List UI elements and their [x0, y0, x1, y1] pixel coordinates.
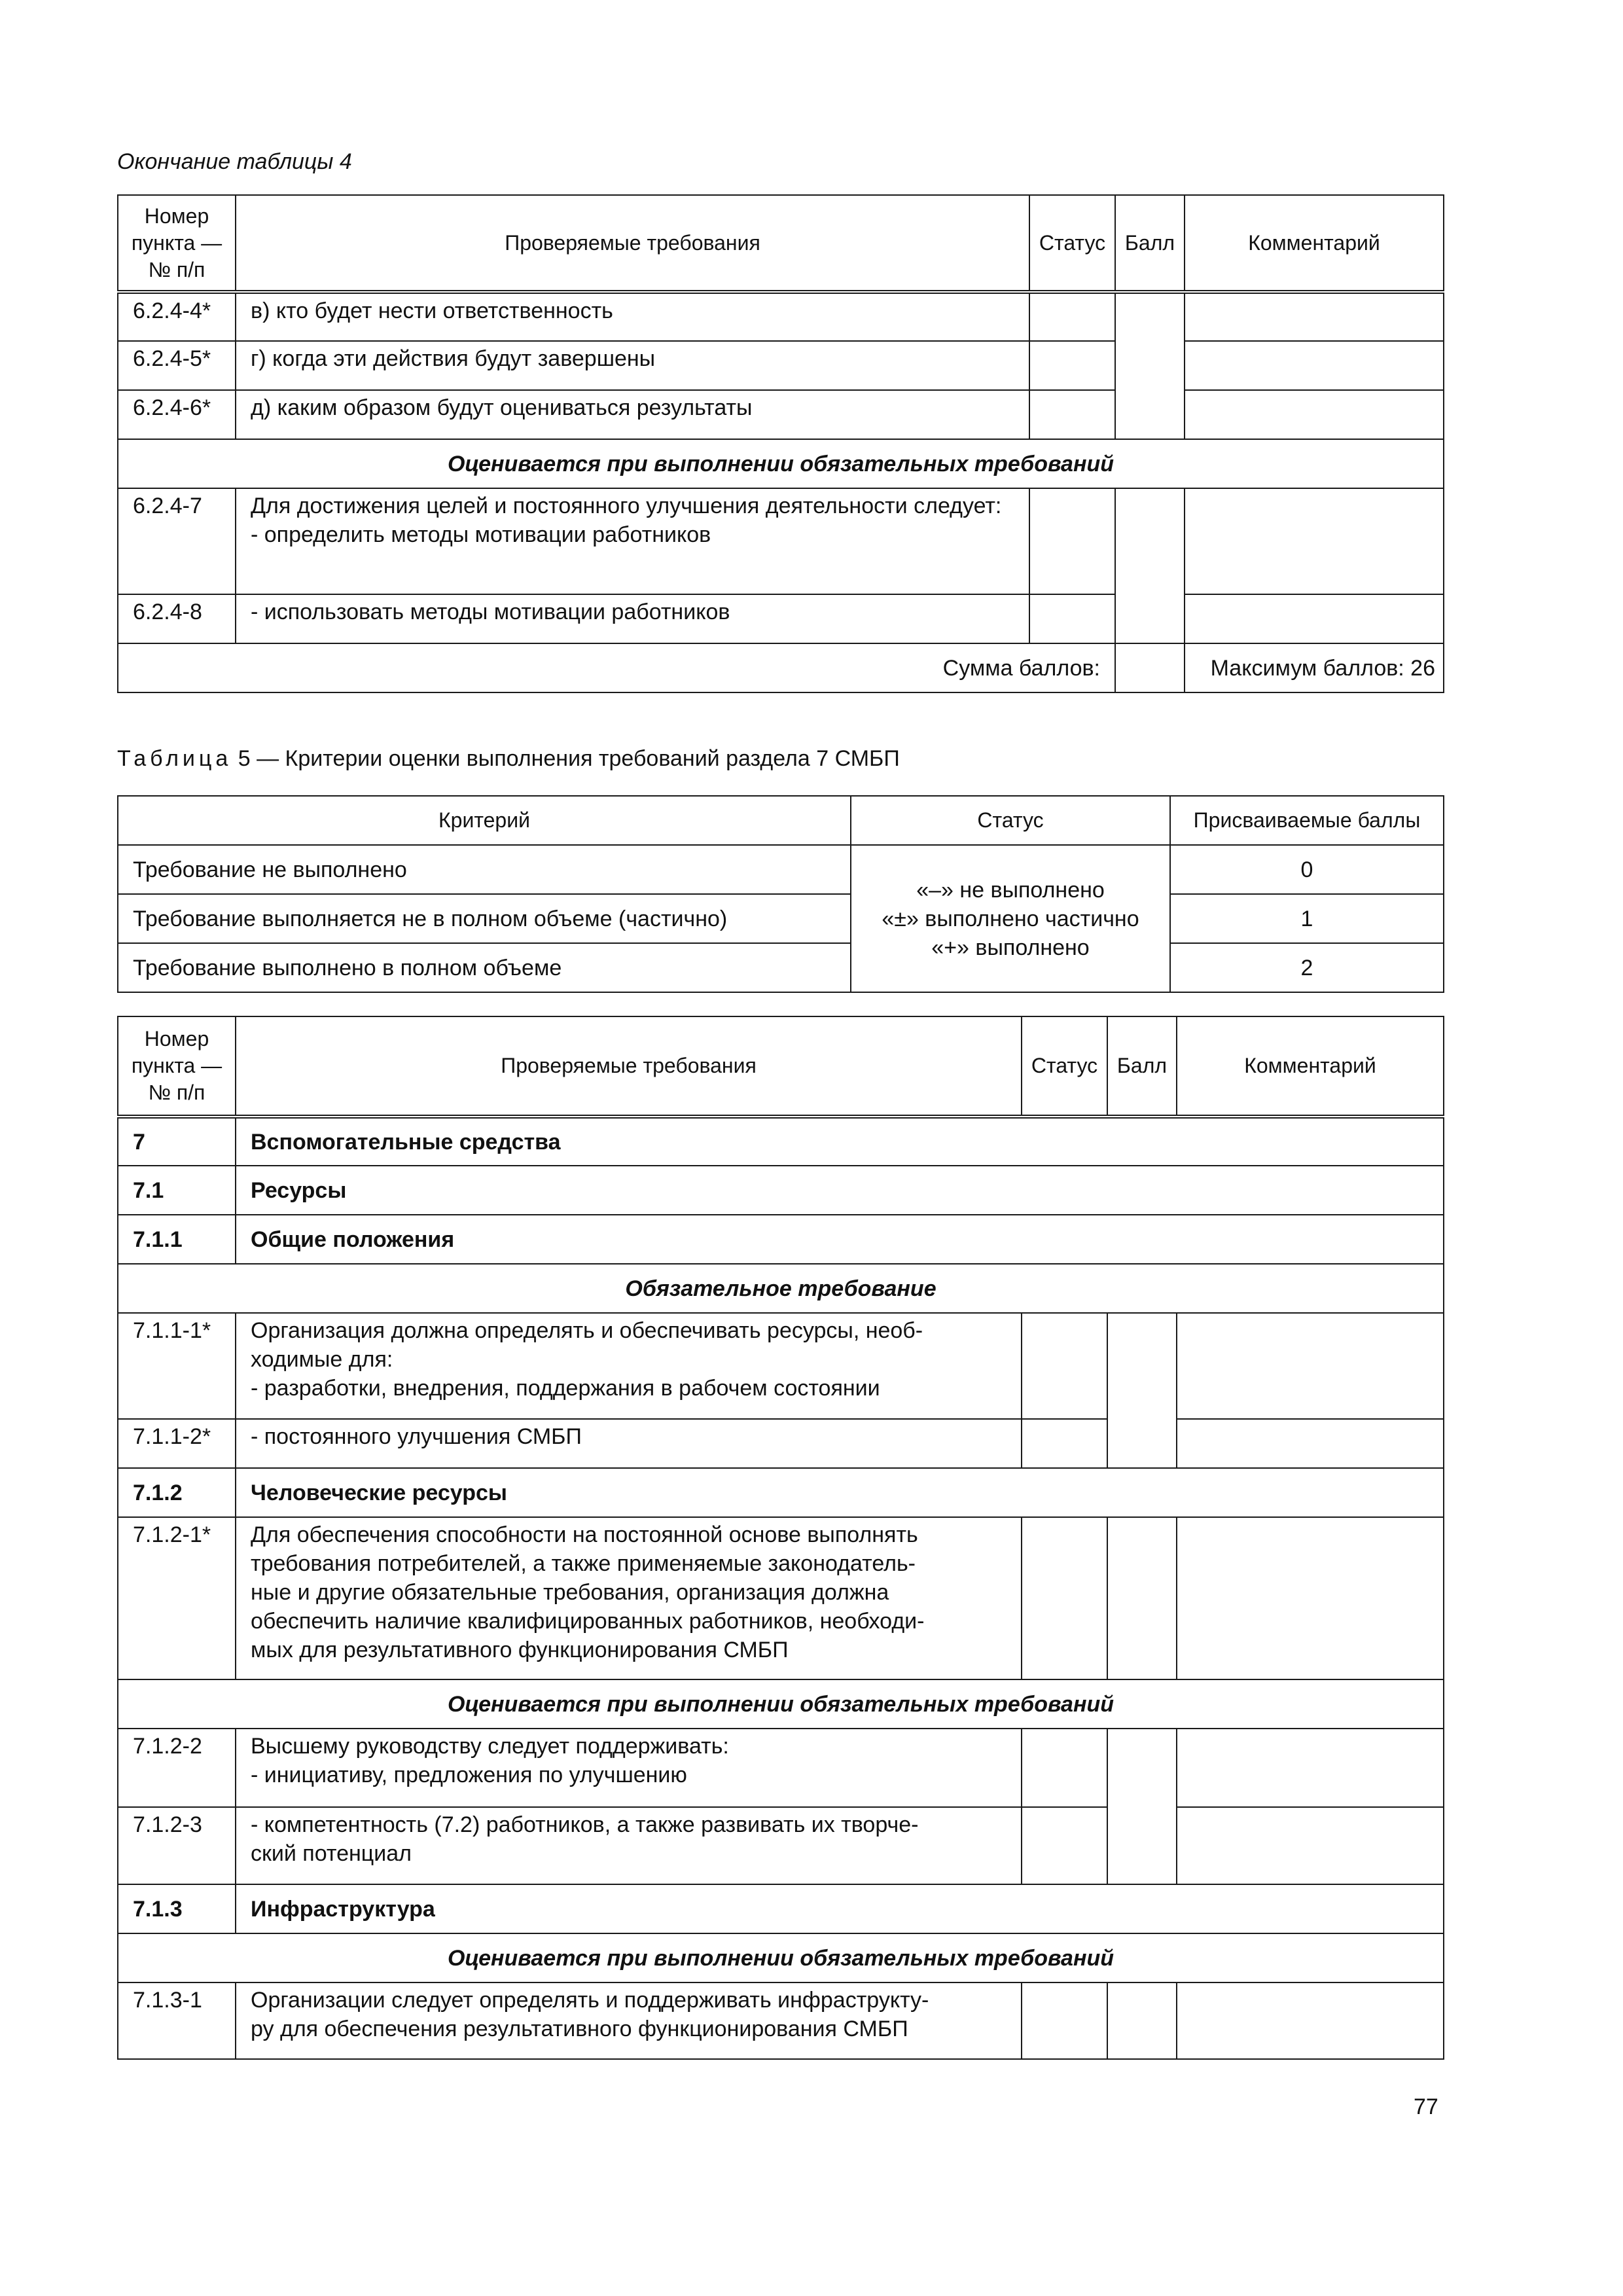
sum-label: Сумма баллов: [118, 643, 1115, 692]
item-number: 7.1.2-1* [118, 1517, 236, 1679]
score-cell[interactable] [1115, 292, 1185, 439]
sum-score-cell[interactable] [1115, 643, 1185, 692]
requirement-text: Для обеспечения способности на постоянной основе выполнять требования потребителей, а также применяемые законодатель- ные и другие обязательные требования, организация должна обеспечить наличие квалифицированных работников, необходи- мых для результативного функционирования СМБП [236, 1517, 1022, 1679]
requirement-text: Организация должна определять и обеспечивать ресурсы, необ- ходимые для: - разработки, внедрения, поддержания в рабочем состоянии [236, 1313, 1022, 1419]
header-num: Номер пункта — № п/п [118, 195, 236, 292]
requirement-text: Для достижения целей и постоянного улучшения деятельности следует: - определить методы мотивации работников [236, 488, 1029, 594]
section-number: 7.1.2 [118, 1468, 236, 1517]
section-title: Человеческие ресурсы [236, 1468, 1444, 1517]
item-number: 7.1.1-2* [118, 1419, 236, 1468]
header-status: Статус [1022, 1016, 1107, 1117]
points-cell: 0 [1170, 845, 1444, 894]
header-status: Статус [1029, 195, 1115, 292]
section-number: 7.1.1 [118, 1215, 236, 1264]
section-title: Вспомогательные средства [236, 1117, 1444, 1166]
section-number: 7.1.3 [118, 1884, 236, 1933]
status-cell[interactable] [1029, 341, 1115, 390]
status-cell[interactable] [1029, 594, 1115, 643]
comment-cell[interactable] [1177, 1807, 1444, 1884]
header-requirements: Проверяемые требования [236, 195, 1029, 292]
requirement-text: г) когда эти действия будут завершены [236, 341, 1029, 390]
table5 [117, 795, 1444, 993]
header-requirements: Проверяемые требования [236, 1016, 1022, 1117]
comment-cell[interactable] [1185, 390, 1444, 439]
status-cell[interactable] [1022, 1313, 1107, 1419]
status-cell[interactable] [1022, 1517, 1107, 1679]
mandatory-band: Обязательное требование [118, 1264, 1444, 1313]
requirement-text: - использовать методы мотивации работников [236, 594, 1029, 643]
header-score: Балл [1115, 195, 1185, 292]
requirement-text: в) кто будет нести ответственность [236, 292, 1029, 341]
item-number: 6.2.4-5* [118, 341, 236, 390]
comment-cell[interactable] [1177, 1313, 1444, 1419]
comment-cell[interactable] [1177, 1517, 1444, 1679]
criterion-cell: Требование выполнено в полном объеме [118, 943, 851, 992]
requirement-text: - компетентность (7.2) работников, а также развивать их творче- ский потенциал [236, 1807, 1022, 1884]
item-number: 7.1.1-1* [118, 1313, 236, 1419]
header-points: Присваиваемые баллы [1170, 796, 1444, 845]
item-number: 7.1.3-1 [118, 1982, 236, 2059]
section-title: Ресурсы [236, 1166, 1444, 1215]
criterion-cell: Требование не выполнено [118, 845, 851, 894]
item-number: 7.1.2-2 [118, 1729, 236, 1807]
status-legend: «–» не выполнено «±» выполнено частично «+» выполнено [851, 845, 1170, 992]
score-cell[interactable] [1107, 1313, 1177, 1468]
section-number: 7.1 [118, 1166, 236, 1215]
section-title: Инфраструктура [236, 1884, 1444, 1933]
status-cell[interactable] [1029, 292, 1115, 341]
max-score-label: Максимум баллов: 26 [1185, 643, 1444, 692]
page-number: 77 [1414, 2094, 1438, 2119]
item-number: 6.2.4-7 [118, 488, 236, 594]
score-cell[interactable] [1115, 488, 1185, 643]
comment-cell[interactable] [1177, 1982, 1444, 2059]
status-cell[interactable] [1022, 1729, 1107, 1807]
comment-cell[interactable] [1177, 1419, 1444, 1468]
comment-cell[interactable] [1185, 488, 1444, 594]
status-cell[interactable] [1029, 488, 1115, 594]
section-title: Общие положения [236, 1215, 1444, 1264]
requirement-text: д) каким образом будут оцениваться результаты [236, 390, 1029, 439]
status-cell[interactable] [1022, 1419, 1107, 1468]
points-cell: 1 [1170, 894, 1444, 943]
header-score: Балл [1107, 1016, 1177, 1117]
table-section7 [117, 1016, 1444, 2060]
comment-cell[interactable] [1185, 341, 1444, 390]
requirement-text: Высшему руководству следует поддерживать: - инициативу, предложения по улучшению [236, 1729, 1022, 1807]
table4-caption: Окончание таблицы 4 [117, 149, 352, 174]
item-number: 6.2.4-8 [118, 594, 236, 643]
requirement-text: - постоянного улучшения СМБП [236, 1419, 1022, 1468]
evaluation-band: Оценивается при выполнении обязательных требований [118, 439, 1444, 488]
item-number: 7.1.2-3 [118, 1807, 236, 1884]
item-number: 6.2.4-6* [118, 390, 236, 439]
criterion-cell: Требование выполняется не в полном объеме (частично) [118, 894, 851, 943]
score-cell[interactable] [1107, 1982, 1177, 2059]
header-criterion: Критерий [118, 796, 851, 845]
table5-caption: Таблица 5 — Критерии оценки выполнения требований раздела 7 СМБП [117, 746, 900, 771]
comment-cell[interactable] [1177, 1729, 1444, 1807]
points-cell: 2 [1170, 943, 1444, 992]
status-cell[interactable] [1029, 390, 1115, 439]
status-cell[interactable] [1022, 1807, 1107, 1884]
comment-cell[interactable] [1185, 292, 1444, 341]
requirement-text: Организации следует определять и поддерживать инфраструкту- ру для обеспечения результативного функционирования СМБП [236, 1982, 1022, 2059]
comment-cell[interactable] [1185, 594, 1444, 643]
table4 [117, 194, 1444, 693]
score-cell[interactable] [1107, 1729, 1177, 1884]
header-status: Статус [851, 796, 1170, 845]
item-number: 6.2.4-4* [118, 292, 236, 341]
section-number: 7 [118, 1117, 236, 1166]
header-comment: Комментарий [1185, 195, 1444, 292]
evaluation-band: Оценивается при выполнении обязательных требований [118, 1679, 1444, 1729]
header-num: Номер пункта — № п/п [118, 1016, 236, 1117]
evaluation-band: Оценивается при выполнении обязательных требований [118, 1933, 1444, 1982]
status-cell[interactable] [1022, 1982, 1107, 2059]
header-comment: Комментарий [1177, 1016, 1444, 1117]
score-cell[interactable] [1107, 1517, 1177, 1679]
